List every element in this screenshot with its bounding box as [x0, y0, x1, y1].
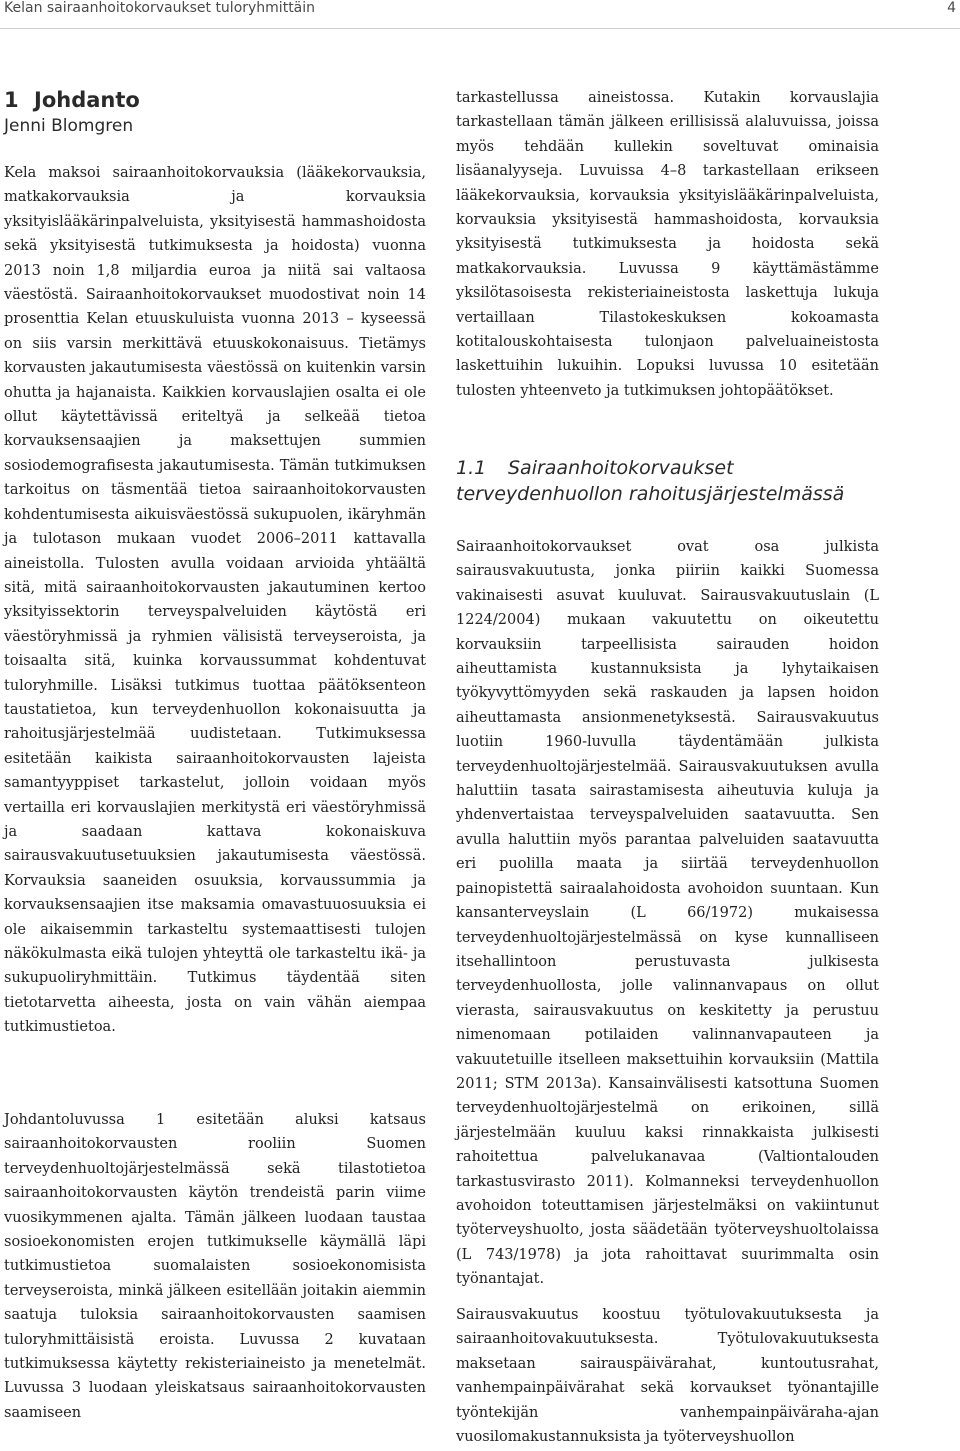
- intro-paragraph-1: Kela maksoi sairaanhoitokorvauksia (lääkekorvauksia, matkakorvauksia ja korvauksia yksityislääkärinpalveluista, yksityisestä hammashoidosta sekä yksityisestä tutkimuksesta ja hoidosta) vuonna 2013 noin 1,8 miljardia euroa ja niitä sai valtaosa väestöstä. Sairaanhoitokorvaukset muodostivat noin 14 prosenttia Kelan etuuskuluista vuonna 2013 – kyseessä on siis varsin merkittävä etuuskokonaisuus. Tietämys korvausten jakautumisesta väestössä on kuitenkin varsin ohutta ja hajanaista. Kaikkien korvauslajien osalta ei ole ollut käytettävissä eriteltyä ja selkeää tietoa korvauksensaajien ja maksettujen summien sosiodemografisesta jakautumisesta. Tämän tutkimuksen tarkoitus on täsmentää tietoa sairaanhoitokorvausten kohdentumisesta aikuisväestössä sukupuolen, ikäryhmän ja tulotason mukaan vuodet 2006–2011 kattavalla aineistolla. Tulosten avulla voidaan arvioida yhtäältä sitä, mitä sairaanhoitokorvausten jakautuminen kertoo yksityissektorin terveyspalveluiden käytöstä eri väestöryhmissä ja ryhmien välisistä terveyseroista, ja toisaalta sitä, kuinka korvaussummat kohdentuvat tuloryhmille. Lisäksi tutkimus tuottaa päätöksenteon taustatietoa, kun terveydenhuollon kokonaisuutta ja rahoitusjärjestelmää uudistetaan. Tutkimuksessa esitetään kaikista sairaanhoitokorvausten lajeista samantyyppiset tarkastelut, jolloin voidaan myös vertailla eri korvauslajien merkitystä eri väestöryhmissä ja saadaan kattava kokonaiskuva sairausvakuutusetuuksien jakautumisesta väestössä. Korvauksia saaneiden osuuksia, korvaussummia ja korvauksensaajien itse maksamia omavastuuosuuksia ei ole aikaisemmin tarkasteltu systemaattisesti tulojen näkökulmasta eikä tulojen yhteyttä ole tarkasteltu ikä- ja sukupuoliryhmittäin. Tutkimus täydentää siten tietotarvetta aiheesta, josta on vain vähän aiempaa tutkimustietoa.: [4, 165, 426, 1036]
- chapter-title: Johdanto: [34, 88, 140, 112]
- section-paragraph-1: Sairaanhoitokorvaukset ovat osa julkista sairausvakuutusta, jonka piiriin kaikki Suomessa vakinaisesti asuvat kuuluvat. Sairausvakuutuslain (L 1224/2004) mukaan vakuutettu on oikeutettu korvauksiin tarpeellisista sairauden hoidon aiheuttamista kustannuksista ja lyhytaikaisen työkyvyttömyyden sekä raskauden ja lapsen hoidon aiheuttamasta ansionmenetyksestä. Sairausvakuutus luotiin 1960-luvulla täydentämään julkista terveydenhuoltojärjestelmää. Sairausvakuutuksen avulla haluttiin tasata sairastamisesta aiheutuvia kuluja ja yhdenvertaistaa terveyspalveluiden saatavuutta. Sen avulla haluttiin myös parantaa palveluiden saatavuutta eri puolilla maata ja siirtää terveydenhuollon painopistettä sairaalahoidosta avohoidon suuntaan. Kun kansanterveyslain (L 66/1972) mukaisessa terveydenhuoltojärjestelmässä on kyse kunnalliseen itsehallintoon perustuvasta julkisesta terveydenhuollosta, jolle valinnanvapaus on ollut vierasta, sairausvakuutus on keskitetty ja perustuu nimenomaan potilaiden valinnanvapauteen ja vakuutetuille itselleen maksettuihin korvauksiin (Mattila 2011; STM 2013a). Kansainvälisesti katsottuna Suomen terveydenhuoltojärjestelmä on erikoinen, sillä järjestelmään kuuluu kaksi rinnakkaista julkisesti rahoitettua palvelukanavaa (Valtiontalouden tarkastusvirasto 2011). Kolmanneksi terveydenhuollon avohoidon toteuttamisen järjestelmäksi on vakiintunut työterveyshuolto, josta säädetään työterveyshuoltolaissa (L 743/1978) ja jota rahoittavat suurimmalta osin työnantajat.: [456, 539, 879, 1288]
- running-header: [0, 0, 960, 34]
- section-title-line2: terveydenhuollon rahoitusjärjestelmässä: [456, 483, 845, 505]
- section-title-line1: Sairaanhoitokorvaukset: [508, 457, 734, 479]
- intro-paragraph-2: Johdantoluvussa 1 esitetään aluksi katsaus sairaanhoitokorvausten rooliin Suomen terveydenhuoltojärjestelmässä sekä tilastotietoa sairaanhoitokorvausten käytön trendeistä parin viime vuosikymmenen ajalta. Tämän jälkeen luodaan taustaa sosioekonomisten erojen tutkimukselle käymällä läpi tutkimustietoa suomalaisten sosioekonomisista terveyseroista, minkä jälkeen esitellään joitakin aiemmin saatuja tuloksia sairaanhoitokorvausten saamisen tuloryhmittäisistä eroista. Luvussa 2 kuvataan tutkimuksessa käytetty rekisteriaineisto ja menetelmät. Luvussa 3 luodaan yleiskatsaus sairaanhoitokorvausten saamiseen: [4, 1112, 426, 1421]
- intro-paragraph-3: tarkastellussa aineistossa. Kutakin korvauslajia tarkastellaan tämän jälkeen erillisissä alaluvuissa, joissa myös tehdään kullekin soveltuvat ominaisia lisäanalyyseja. Luvuissa 4–8 tarkastellaan erikseen lääkekorvauksia, korvauksia yksityislääkärinpalveluista, korvauksia yksityisestä hammashoidosta, korvauksia yksityisestä tutkimuksesta ja hoidosta sekä matkakorvauksia. Luvussa 9 käyttämästämme yksilötasoisesta rekisteriaineistosta laskettuja lukuja vertaillaan Tilastokeskuksen kokoamasta kotitalouskohtaisesta tulonjaon palveluaineistosta laskettuihin lukuihin. Lopuksi luvussa 10 esitetään tulosten yhteenveto ja tutkimuksen johtopäätökset.: [456, 90, 879, 399]
- chapter-author: Jenni Blomgren: [4, 116, 134, 136]
- header-divider: [0, 28, 960, 29]
- running-title: Kelan sairaanhoitokorvaukset tuloryhmittäin: [4, 0, 316, 16]
- chapter-number: 1: [4, 88, 19, 112]
- section-heading: [456, 455, 844, 507]
- section-number: 1.1: [456, 457, 487, 479]
- section-paragraph-2: Sairausvakuutus koostuu työtulovakuutuksesta ja sairaanhoitovakuutuksesta. Työtulovakuutuksesta maksetaan sairauspäivärahat, kuntoutusrahat, vanhempainpäivärahat sekä korvaukset työnantajille työntekijän vanhempainpäiväraha-ajan vuosilomakustannuksista ja työterveyshuollon: [456, 1307, 879, 1446]
- chapter-heading: [4, 86, 140, 114]
- page-number: 4: [947, 0, 956, 16]
